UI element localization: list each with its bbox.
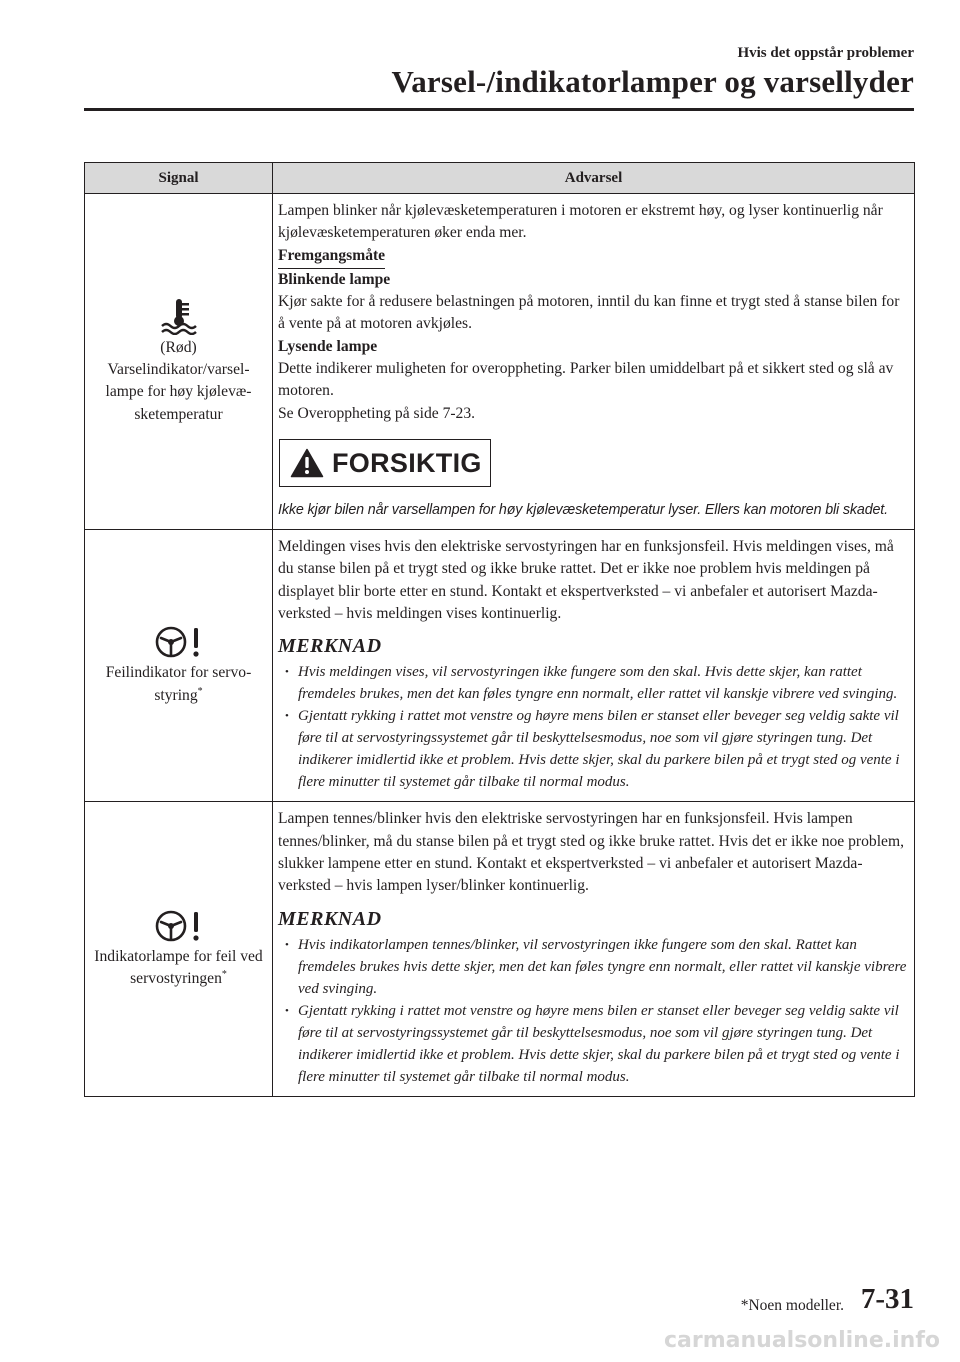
note-list	[278, 934, 908, 1088]
warning-cell	[273, 194, 915, 530]
section-heading: Hvis det oppstår problemer	[737, 45, 914, 61]
list-item: • Gjentatt rykking i rattet mot venstre og høyre mens bilen er stanset eller beveger seg veldig sakte vil føre til at servostyringssystemet går til beskyttelsesmodus, noe som vil gjøre styringen tung. Det indikerer imidlertid ikke et problem. Hvis dette skjer, skal du parkere bilen på et trygt sted og vente i flere minutter til systemet går tilbake til normal modus.	[278, 705, 908, 793]
signal-table	[84, 162, 915, 1097]
note-heading: MERKNAD	[278, 635, 382, 658]
table-row	[85, 529, 915, 801]
lit-lamp-text: Dette indikerer muligheten for overoppheting. Parker bilen umiddelbart på et sikkert sted og slå av motoren.	[278, 360, 894, 400]
warning-intro: Meldingen vises hvis den elektriske servostyringen har en funksjonsfeil. Hvis meldingen vises, må du stanse bilen på et trygt sted og ikke bruke rattet. Det er ikke noe problem hvis meldingen på displayet blir borte etter en stund. Kontakt et ekspertverksted – vi anbefaler et autorisert Mazda-verksted – hvis meldingen vises kontinuerlig.	[278, 537, 894, 622]
steering-wheel-warning-icon	[154, 624, 204, 660]
list-item: • Hvis indikatorlampen tennes/blinker, vil servostyringen ikke fungere som den skal. Rattet kan fremdeles brukes hvis dette skjer, men det kan føles tyngre enn normalt, eller rattet vil kanskje vibrere ved svinging.	[278, 934, 908, 1000]
signal-label: Indikatorlampe for feil ved servostyringen	[94, 947, 263, 988]
signal-cell	[85, 529, 273, 801]
signal-label-line: sketemperatur	[134, 405, 223, 423]
warning-triangle-icon	[290, 448, 324, 478]
footnote-marker: *	[221, 969, 227, 980]
column-header-signal: Signal	[85, 163, 273, 194]
table-row	[85, 802, 915, 1096]
note-list	[278, 661, 908, 793]
list-item: • Hvis meldingen vises, vil servostyringen ikke fungere som den skal. Hvis dette skjer, kan rattet fremdeles brukes, men det kan føles tyngre enn normalt, eller rattet vil kanskje vibrere ved svinging.	[278, 661, 908, 705]
warning-cell	[273, 529, 915, 801]
warning-cell	[273, 802, 915, 1096]
table-row	[85, 194, 915, 530]
column-header-warning: Advarsel	[273, 163, 915, 194]
page-number: 7-31	[860, 1283, 914, 1315]
table-header-row	[85, 163, 915, 194]
signal-label: Feilindikator for servostyring	[105, 664, 252, 704]
caution-label: FORSIKTIG	[332, 447, 482, 478]
footnote: *Noen modeller.	[740, 1297, 844, 1314]
see-reference: Se Overoppheting på side 7-23.	[278, 404, 476, 422]
caution-text: Ikke kjør bilen når varsellampen for høy kjølevæsketemperatur lyser. Ellers kan motoren bli skadet.	[278, 501, 888, 518]
procedure-heading: Fremgangsmåte	[278, 245, 385, 269]
warning-intro: Lampen blinker når kjølevæsketemperaturen i motoren er ekstremt høy, og lyser kontinuerlig når kjølevæsketemperaturen øker enda mer.	[278, 202, 883, 242]
header-rule	[84, 108, 914, 111]
blinking-lamp-heading: Blinkende lampe	[278, 270, 391, 288]
blinking-lamp-text: Kjør sakte for å redusere belastningen på motoren, inntil du kan finne et trygt sted å stanse bilen for å vente på at motoren avkjøles.	[278, 293, 900, 333]
signal-label-line: lampe for høy kjølevæ-	[105, 383, 252, 401]
signal-cell	[85, 802, 273, 1096]
footnote-marker: *	[197, 685, 203, 697]
steering-wheel-warning-icon	[154, 908, 204, 944]
signal-label-line: Varselindikator/varsel-	[107, 361, 250, 379]
page-title: Varsel-/indikatorlamper og varsellyder	[391, 64, 914, 99]
coolant-temperature-icon	[159, 297, 199, 335]
warning-intro: Lampen tennes/blinker hvis den elektriske servostyringen har en funksjonsfeil. Hvis lampen tennes/blinker, må du stanse bilen på et trygt sted og ikke bruke rattet. Hvis det er ikke noe problem, slukker lampene etter en stund. Kontakt et ekspertverksted – vi anbefaler et autorisert Mazda-verksted – hvis lampen lyser/blinker kontinuerlig.	[278, 810, 904, 895]
list-item: • Gjentatt rykking i rattet mot venstre og høyre mens bilen er stanset eller beveger seg veldig sakte vil føre til at servostyringssystemet går til beskyttelsesmodus, noe som vil gjøre styringen tung. Det indikerer imidlertid ikke et problem. Hvis dette skjer, skal du parkere bilen på et trygt sted og vente i flere minutter til systemet går tilbake til normal modus.	[278, 1000, 908, 1088]
signal-label-line: (Rød)	[160, 338, 197, 356]
signal-cell	[85, 194, 273, 530]
caution-box	[279, 439, 491, 487]
lit-lamp-heading: Lysende lampe	[278, 337, 378, 355]
watermark: carmanualsonline.info	[664, 1328, 940, 1353]
note-heading: MERKNAD	[278, 907, 382, 930]
